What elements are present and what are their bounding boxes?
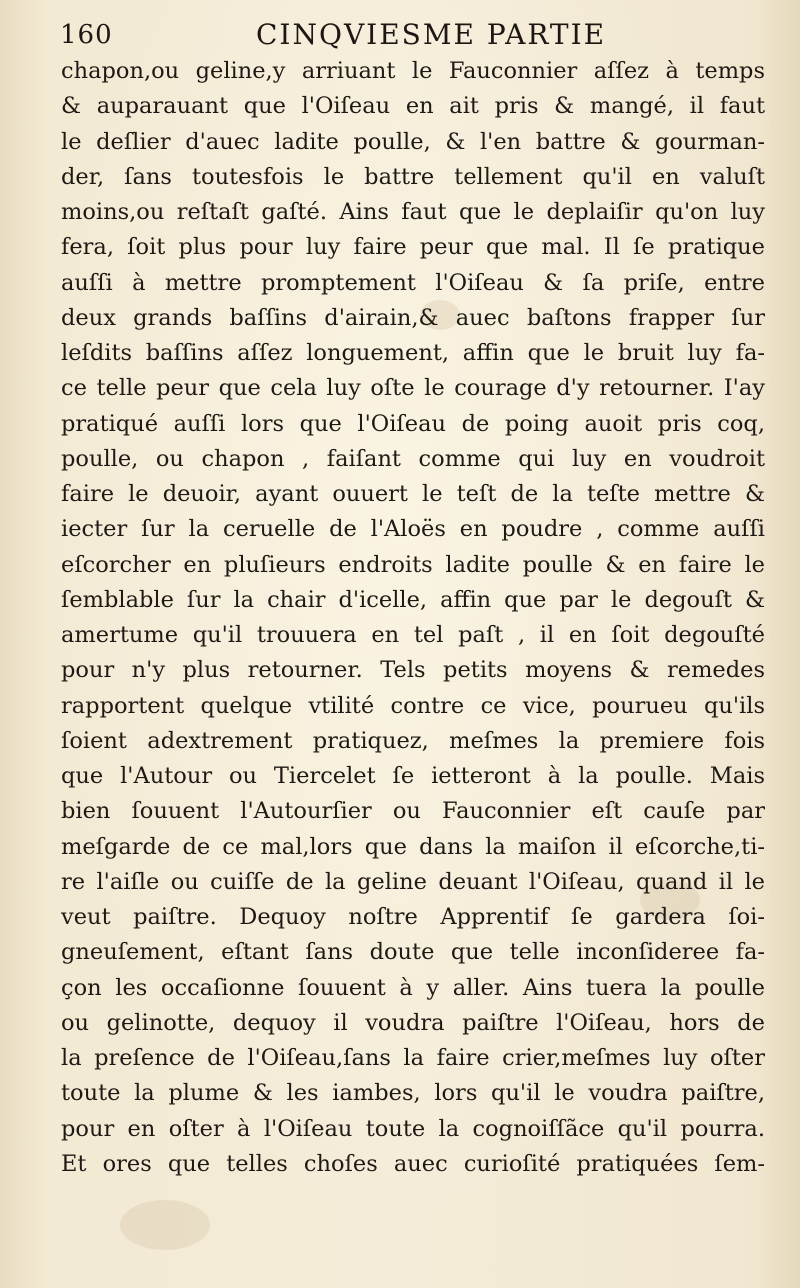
text-line: deux grands baſſins d'airain,& auec baſtons frapper ſur	[61, 304, 765, 331]
text-line: pratiqué auſſi lors que l'Oiſeau de poing auoit pris coq,	[61, 410, 765, 437]
text-line: Et ores que telles choſes auec curioſité pratiquées ſem-	[61, 1150, 765, 1177]
text-line: poulle, ou chapon , faiſant comme qui luy en voudroit	[61, 445, 765, 472]
text-line: re l'aiſle ou cuiſſe de la geline deuant l'Oiſeau, quand il le	[61, 868, 765, 895]
text-line: toute la plume & les iambes, lors qu'il le voudra paiſtre,	[61, 1080, 765, 1107]
page-number: 160	[60, 20, 113, 50]
text-line: iecter ſur la ceruelle de l'Aloës en poudre , comme auſſi	[61, 516, 765, 543]
text-line: rapportent quelque vtilité contre ce vice, pourueu qu'ils	[61, 692, 765, 719]
text-line: bien ſouuent l'Autourſier ou Fauconnier eſt cauſe par	[61, 798, 765, 825]
page-header	[60, 16, 740, 56]
text-line: ſoient adextrement pratiquez, meſmes la premiere fois	[61, 727, 765, 754]
text-line: veut paiſtre. Dequoy noſtre Apprentif ſe gardera ſoi-	[61, 904, 765, 930]
text-line: amertume qu'il trouuera en tel paſt , il en ſoit degouſté	[61, 622, 765, 648]
text-line: der, ſans toutesfois le battre tellement qu'il en valuſt	[61, 163, 765, 190]
text-line: çon les occaſionne ſouuent à y aller. Ains tuera la poulle	[61, 974, 765, 1001]
text-line: & auparauant que l'Oiſeau en ait pris & mangé, il faut	[61, 93, 765, 120]
text-line: la preſence de l'Oiſeau,ſans la faire crier,meſmes luy oſter	[61, 1045, 765, 1071]
text-line: ce telle peur que cela luy oſte le courage d'y retourner. I'ay	[61, 375, 765, 402]
text-line: fera, ſoit plus pour luy faire peur que mal. Il ſe pratique	[61, 234, 765, 261]
text-line: moins,ou reſtaſt gaſté. Ains faut que le deplaiſir qu'on luy	[61, 199, 765, 225]
text-line: meſgarde de ce mal,lors que dans la maiſon il eſcorche,ti-	[61, 833, 765, 860]
text-line: que l'Autour ou Tiercelet ſe ietteront à la poulle. Mais	[61, 763, 765, 789]
text-line: faire le deuoir, ayant ouuert le teſt de la teſte mettre &	[61, 481, 765, 507]
text-line: le deſlier d'auec ladite poulle, & l'en battre & gourman-	[61, 128, 765, 155]
text-line: ou gelinotte, dequoy il voudra paiſtre l'Oiſeau, hors de	[61, 1009, 765, 1036]
paper-stain	[120, 1200, 210, 1250]
text-line: leſdits baſſins aſſez longuement, affin que le bruit luy fa-	[61, 340, 765, 366]
text-line: chapon,ou geline,y arriuant le Fauconnier aſſez à temps	[61, 58, 765, 84]
text-line: auſſi à mettre promptement l'Oiſeau & ſa priſe, entre	[61, 269, 765, 296]
text-line: pour en oſter à l'Oiſeau toute la cognoiſſãce qu'il pourra.	[61, 1115, 765, 1142]
text-line: gneuſement, eſtant ſans doute que telle inconſideree fa-	[61, 939, 765, 966]
text-line: pour n'y plus retourner. Tels petits moyens & remedes	[61, 657, 765, 684]
text-line: eſcorcher en pluſieurs endroits ladite poulle & en faire le	[61, 551, 765, 578]
text-line: ſemblable ſur la chair d'icelle, affin que par le degouſt &	[61, 586, 765, 613]
body-text	[61, 54, 765, 1182]
running-head: CINQVIESME PARTIE	[256, 18, 607, 51]
